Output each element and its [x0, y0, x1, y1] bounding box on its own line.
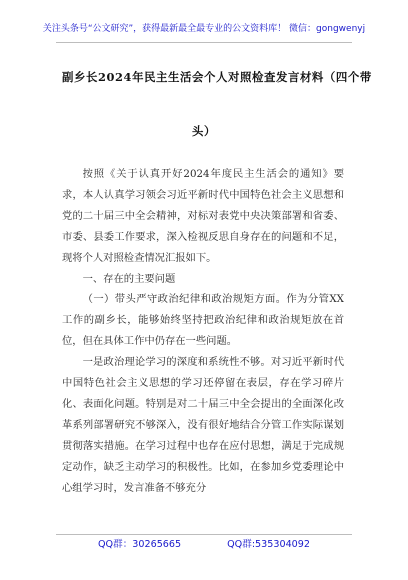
- document-title-line-1: 副乡长2024年民主生活会个人对照检查发言材料（四个带: [62, 70, 372, 84]
- footer-qq-group-2: QQ群:535304092: [227, 539, 310, 550]
- body-paragraph-intro: 按照《关于认真开好2024年度民主生活会的通知》要求，本人认真学习领会习近平新时代中国特色社会主义思想和党的二十届三中全会精神，对标对表党中央决策部署和省委、市委、县委工作要求，深入检视反思自身存在的问题和不足，现将个人对照检查情况汇报如下。: [62, 168, 344, 264]
- footer-qq-group-1: QQ群：30265665: [98, 539, 182, 550]
- document-body: [62, 164, 344, 499]
- footer-contact: [0, 539, 408, 551]
- section-heading-problems: 一、存在的主要问题: [82, 272, 176, 285]
- footer-divider: [56, 534, 352, 535]
- body-paragraph-theory-study: 一是政治理论学习的深度和系统性不够。对习近平新时代中国特色社会主义思想的学习还停留在表层，存在学习碎片化、表面化问题。特别是对二十届三中全会提出的全面深化改革系列部署研究不够深入，没有很好地结合分管工作实际谋划贯彻落实措施。在学习过程中也存在应付思想，满足于完成规定动作，缺乏主动学习的积极性。比如，在参加乡党委理论中心组学习时，发言准备不够充分: [62, 356, 344, 494]
- header-divider: [56, 42, 352, 43]
- header-banner: 关注头条号“公文研究”，获得最新最全最专业的公文资料库！ 微信：gongwenyj: [42, 24, 366, 34]
- subsection-heading-political-discipline: （一）带头严守政治纪律和政治规矩方面。作为分管XX工作的副乡长，能够始终坚持把政治纪律和政治规矩放在首位，但在具体工作中仍存在一些问题。: [62, 293, 344, 348]
- document-title-line-2: 头）: [192, 124, 216, 138]
